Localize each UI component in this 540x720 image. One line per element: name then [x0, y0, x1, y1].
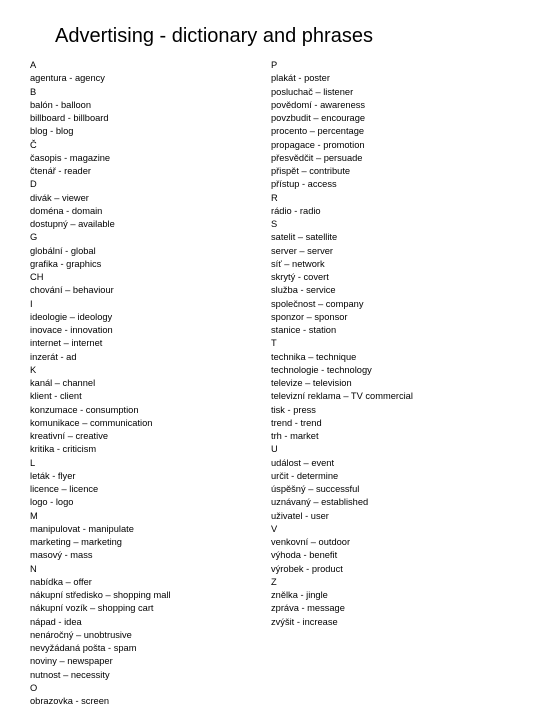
dictionary-entry: I [30, 298, 33, 309]
dictionary-entry: posluchač – listener [271, 86, 354, 97]
dictionary-entry: inovace - innovation [30, 325, 113, 335]
dictionary-entry: leták - flyer [30, 470, 76, 481]
dictionary-entry: událost – event [271, 457, 335, 468]
dictionary-entry: ideologie – ideology [30, 311, 113, 322]
dictionary-entry: T [271, 338, 277, 349]
dictionary-entry: venkovní – outdoor [271, 537, 351, 547]
dictionary-entry: zpráva - message [271, 603, 345, 614]
dictionary-entry: přispět – contribute [271, 166, 351, 176]
dictionary-entry: trh - market [271, 431, 319, 441]
dictionary-entry: zvýšit - increase [271, 616, 338, 627]
dictionary-entry: L [30, 457, 36, 468]
dictionary-entry: propagace - promotion [271, 139, 365, 150]
left-column [30, 59, 260, 708]
dictionary-entry: agentura - agency [30, 73, 105, 84]
dictionary-entry: klient - client [30, 391, 82, 402]
dictionary-entry: blog - blog [30, 126, 74, 137]
dictionary-entry: kritika - criticism [30, 444, 97, 455]
dictionary-entry: sponzor – sponsor [271, 311, 348, 322]
dictionary-entry: chování – behaviour [30, 285, 114, 296]
dictionary-entry: globální - global [30, 245, 96, 256]
dictionary-entry: určit - determine [271, 470, 339, 481]
dictionary-entry: grafika - graphics [30, 258, 102, 269]
dictionary-entry: A [30, 60, 37, 70]
dictionary-entry: logo - logo [30, 497, 74, 508]
dictionary-entry: manipulovat - manipulate [30, 523, 134, 534]
dictionary-entry: kanál – channel [30, 378, 96, 388]
dictionary-entry: U [271, 444, 278, 455]
dictionary-entry: síť – network [271, 258, 325, 269]
dictionary-entry: licence – licence [30, 484, 99, 494]
dictionary-entry: O [30, 682, 38, 693]
dictionary-entry: přesvědčit – persuade [271, 152, 363, 163]
dictionary-entry: povzbudit – encourage [271, 113, 366, 123]
dictionary-entry: doména - domain [30, 205, 103, 216]
dictionary-entry: technika – technique [271, 351, 357, 362]
dictionary-entry: N [30, 563, 37, 574]
dictionary-entry: inzerát - ad [30, 351, 77, 362]
dictionary-entry: rádio - radio [271, 205, 321, 216]
dictionary-entry: satelit – satellite [271, 232, 338, 243]
dictionary-entry: CH [30, 272, 44, 282]
dictionary-entry: billboard - billboard [30, 113, 109, 123]
dictionary-entry: časopis - magazine [30, 152, 111, 163]
dictionary-entry: procento – percentage [271, 126, 365, 137]
dictionary-entry: D [30, 179, 37, 190]
dictionary-entry: přístup - access [271, 179, 337, 190]
dictionary-entry: povědomí - awareness [271, 99, 366, 110]
dictionary-entry: nápad - idea [30, 616, 82, 627]
dictionary-entry: nákupní středisko – shopping mall [30, 590, 171, 600]
dictionary-entry: televizní reklama – TV commercial [271, 391, 413, 402]
dictionary-entry: Č [30, 139, 37, 150]
dictionary-entry: kreativní – creative [30, 431, 109, 441]
dictionary-entry: uživatel - user [271, 510, 329, 521]
dictionary-entry: M [30, 510, 38, 521]
dictionary-entry: internet – internet [30, 338, 103, 349]
dictionary-entry: konzumace - consumption [30, 404, 139, 415]
dictionary-entry: uznávaný – established [271, 497, 369, 508]
dictionary-entry: trend - trend [271, 417, 322, 428]
dictionary-entry: S [271, 219, 278, 229]
dictionary-entry: nenáročný – unobtrusive [30, 629, 132, 640]
dictionary-entry: služba - service [271, 285, 336, 296]
dictionary-entry: B [30, 86, 37, 97]
dictionary-entry: nutnost – necessity [30, 669, 110, 680]
dictionary-entry: čtenář - reader [30, 166, 91, 176]
dictionary-entry: server – server [271, 245, 333, 256]
dictionary-entry: noviny – newspaper [30, 656, 113, 667]
dictionary-entry: dostupný – available [30, 219, 115, 229]
dictionary-entry: výrobek - product [271, 563, 343, 574]
dictionary-entry: R [271, 192, 278, 203]
dictionary-entry: skrytý - covert [271, 272, 329, 282]
dictionary-entry: televize – television [271, 378, 352, 388]
dictionary-entry: nabídka – offer [30, 576, 92, 587]
dictionary-entry: balón - balloon [30, 99, 91, 110]
dictionary-entry: plakát - poster [271, 73, 330, 84]
dictionary-entry: úspěšný – successful [271, 484, 360, 494]
dictionary-entry: G [30, 232, 38, 243]
dictionary-entry: znělka - jingle [271, 590, 328, 600]
page-title: Advertising - dictionary and phrases [55, 25, 373, 47]
dictionary-entry: tisk - press [271, 404, 316, 415]
dictionary-entry: technologie - technology [271, 364, 372, 375]
dictionary-entry: stanice - station [271, 325, 337, 335]
dictionary-entry: K [30, 364, 37, 375]
dictionary-entry: V [271, 523, 278, 534]
dictionary-entry: obrazovka - screen [30, 696, 110, 706]
right-column [271, 59, 521, 629]
dictionary-entry: Z [271, 576, 277, 587]
dictionary-entry: nákupní vozík – shopping cart [30, 603, 154, 614]
dictionary-entry: marketing – marketing [30, 537, 122, 547]
dictionary-entry: společnost – company [271, 298, 364, 309]
dictionary-entry: divák – viewer [30, 192, 89, 203]
dictionary-entry: nevyžádaná pošta - spam [30, 643, 137, 653]
dictionary-entry: masový - mass [30, 550, 93, 561]
dictionary-entry: P [271, 60, 278, 70]
dictionary-entry: komunikace – communication [30, 417, 153, 428]
dictionary-entry: výhoda - benefit [271, 550, 338, 561]
